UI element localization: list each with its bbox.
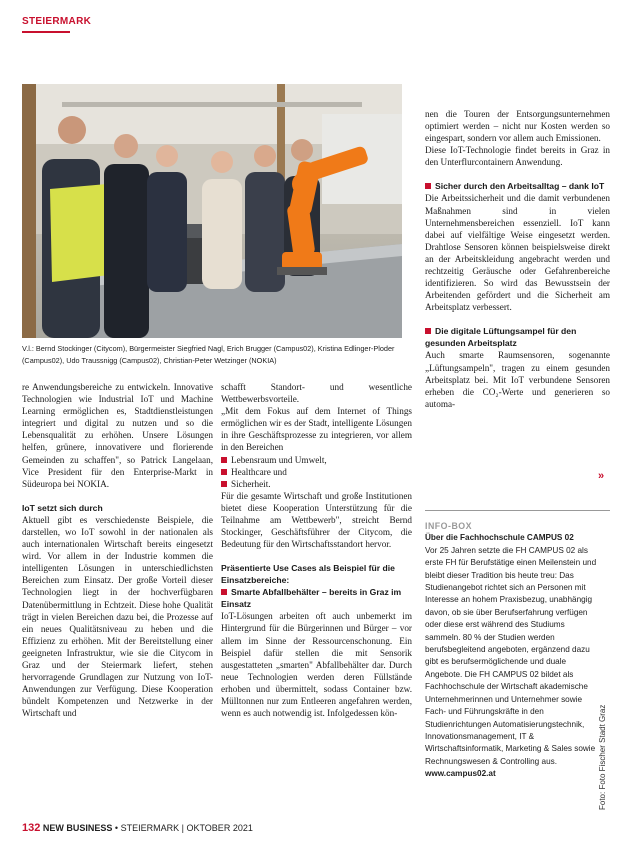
subheading: IoT setzt sich durch — [22, 502, 103, 513]
section-label: STEIERMARK — [22, 16, 92, 27]
info-box-text: Vor 25 Jahren setzte die FH CAMPUS 02 als erste FH für Berufstätige einen Meilenstein und bleibt dieser Tradition bis heute treu: Das Studienangebot richtet sich an Personen mit Interesse an hohem Praxisbezug, unabhängig davon, ob sie über Berufserfahrung verfügen oder diese erst während des Studiums sammeln. 80 % der Studien werden berufsbegleitend angeboten, ergänzend dazu gibt es berufsermöglichende und duale Angebote. Die FH CAMPUS 02 bildet als Fachhochschule der Wirtschaft akademische Unternehmerinnen und Unternehmer sowie Fach- und Führungskräfte in den Studienrichtungen Automatisierungstechnik, Innovationsmanagement, IT & Wirtschaftsinformatik, Marketing & Sales sowie Rechnungswesen & Controlling aus. — [425, 545, 597, 766]
paragraph: Die Arbeitssicherheit und die damit verbundenen Maßnahmen sind in vielen Unternehmensbereichen essenziell. IoT kann dabei auf vielfältige Weise eingesetzt werden. Drahtlose Sensoren können beispielsweise direkt an der Arbeitskleidung angebracht werden und rechtzeitig Geräusche oder Gefahrenbereiche identifizieren. So wird das Bewusstsein der Arbeitenden gefördert und die Sicherheit am Arbeitsplatz verbessert. — [425, 193, 610, 313]
info-box-title: Über die Fachhochschule CAMPUS 02 — [425, 533, 574, 543]
footer-bullet: • — [114, 823, 119, 833]
photo-credit-text: Foto: Foto Fischer Stadt Graz — [598, 704, 607, 810]
section-rule — [22, 31, 70, 33]
footer-divider: | — [181, 823, 184, 833]
paragraph: schafft Standort- und wesentliche Wettbewerbsvorteile. — [221, 382, 412, 405]
page-number: 132 — [22, 822, 41, 834]
info-box-label: INFO-BOX — [425, 521, 473, 531]
subheading: Smarte Abfallbehälter – bereits in Graz im Einsatz — [221, 587, 402, 610]
info-box — [425, 520, 597, 781]
paragraph: Auch smarte Raumsensoren, sogenannte „Lüftungsampeln", tragen zu einem gesunden Arbeitsplatz bei. Mit IoT verbundene Sensoren erheben die CO₂-Werte und generieren so automa- — [425, 350, 610, 409]
red-square-bullet-icon — [221, 481, 227, 487]
paragraph: Aktuell gibt es verschiedenste Beispiele, die darstellen, wo IoT sowohl in der nationalen als auch internationalen Wirtschaft bereits eingesetzt wird. Vor allem in der Industrie kommen die intelligenten Lösungen in unterschiedlichsten Bereichen zum Einsatz. Der große Vorteil dieser Technologien liegt in der hochverfügbaren Datenübermittlung in Echtzeit. Diese hohe Qualität trägt in vielen Bereichen dazu bei, die Prozesse auf ein neues Qualitätsniveau zu heben und die Effizienz zu erhöhen. Mit der Bereitstellung einer geeigneten Infrastruktur, wie sie die Citycom in Graz und der Steiermark liefert, stehen hervorragende Grundlagen zur Nutzung von IoT-Anwendungen zur Verfügung. Diese Kooperation bündelt Kompetenzen und Netzwerke in der Wirtschaft und — [22, 514, 213, 719]
continue-arrow-icon: » — [598, 470, 605, 482]
page-footer — [22, 822, 253, 834]
column-3 — [425, 108, 610, 410]
article-photo — [22, 84, 402, 338]
magazine-brand: NEW BUSINESS — [42, 823, 113, 833]
paragraph: nen die Touren der Entsorgungsunternehmen optimiert werden – nicht nur Kosten werden so eingespart, sondern vor allem auch Emissionen. — [425, 109, 610, 144]
red-square-bullet-icon — [221, 457, 227, 463]
subheading: Die digitale Lüftungsampel für den gesunden Arbeitsplatz — [425, 326, 577, 349]
red-square-bullet-icon — [425, 183, 431, 189]
list-item: Sicherheit. — [221, 478, 412, 490]
website-link[interactable]: www.campus02.at — [425, 769, 496, 779]
column-1 — [22, 381, 213, 719]
list-item: Healthcare und — [221, 466, 412, 478]
red-square-bullet-icon — [221, 589, 227, 595]
quote-paragraph: „Mit dem Fokus auf dem Internet of Things ermöglichen wir es der Stadt, intelligente Lösungen in ihre Geschäftsprozesse zu integrieren, vor allem in den Bereichen — [221, 406, 412, 453]
footer-date: OKTOBER 2021 — [186, 823, 253, 833]
red-square-bullet-icon — [425, 328, 431, 334]
photo-credit — [598, 700, 610, 810]
paragraph: Diese IoT-Technologie findet bereits in Graz in den Unterflurcontainern Anwendung. — [425, 145, 610, 168]
subheading: Präsentierte Use Cases als Beispiel für die Einsatzbereiche: — [221, 563, 395, 586]
paragraph: Für die gesamte Wirtschaft und große Institutionen bietet diese Kooperation Unterstützung für die Teilnahme am Wettbewerb", streicht Bernd Stockinger, Geschäftsführer der Citycom, die Bedeutung für den Wirtschaftsstandort hervor. — [221, 490, 412, 550]
photo-illustration — [22, 84, 402, 338]
subheading: Sicher durch den Arbeitsalltag – dank IoT — [425, 180, 610, 192]
red-square-bullet-icon — [221, 469, 227, 475]
column-2 — [221, 381, 412, 719]
info-box-divider — [425, 510, 610, 511]
paragraph: re Anwendungsbereiche zu entwickeln. Innovative Technologien wie Industrial IoT und Machine Learning ermöglichen es, Stadtdienstleistungen integriert und digital zu nutzen und so die Lebensqualität zu erhöhen. Unsere Lösungen helfen, grünere, innovativere und florierende Gemeinden zu schaffen", so Patrick Langelaan, Vice President für den Enterprise-Markt in Südeuropa bei NOKIA. — [22, 382, 213, 489]
footer-region: STEIERMARK — [120, 823, 180, 833]
list-item: Lebensraum und Umwelt, — [221, 454, 412, 466]
paragraph: IoT-Lösungen arbeiten oft auch unbemerkt im Hintergrund für die Bürgerinnen und Bürger – vor allem im Sinne der Ressourcenschonung. Ein Beispiel dafür stellen die mit Sensorik ausgestatteten „smarten" Abfallbehälter dar. Durch neue Technologien werden deren Füllstände erhoben und übermittelt, sodass Container bzw. Mülltonnen nur zum Entleeren angefahren werden, wenn es auch notwendig ist. Infolgedessen kön- — [221, 611, 412, 719]
photo-caption: V.l.: Bernd Stockinger (Citycom), Bürgermeister Siegfried Nagl, Erich Brugger (Campus02), Kristina Edlinger-Ploder (Campus02), Udo Traussnigg (Campus02), Christian-Peter Wetzinger (NOKIA) — [22, 344, 395, 365]
